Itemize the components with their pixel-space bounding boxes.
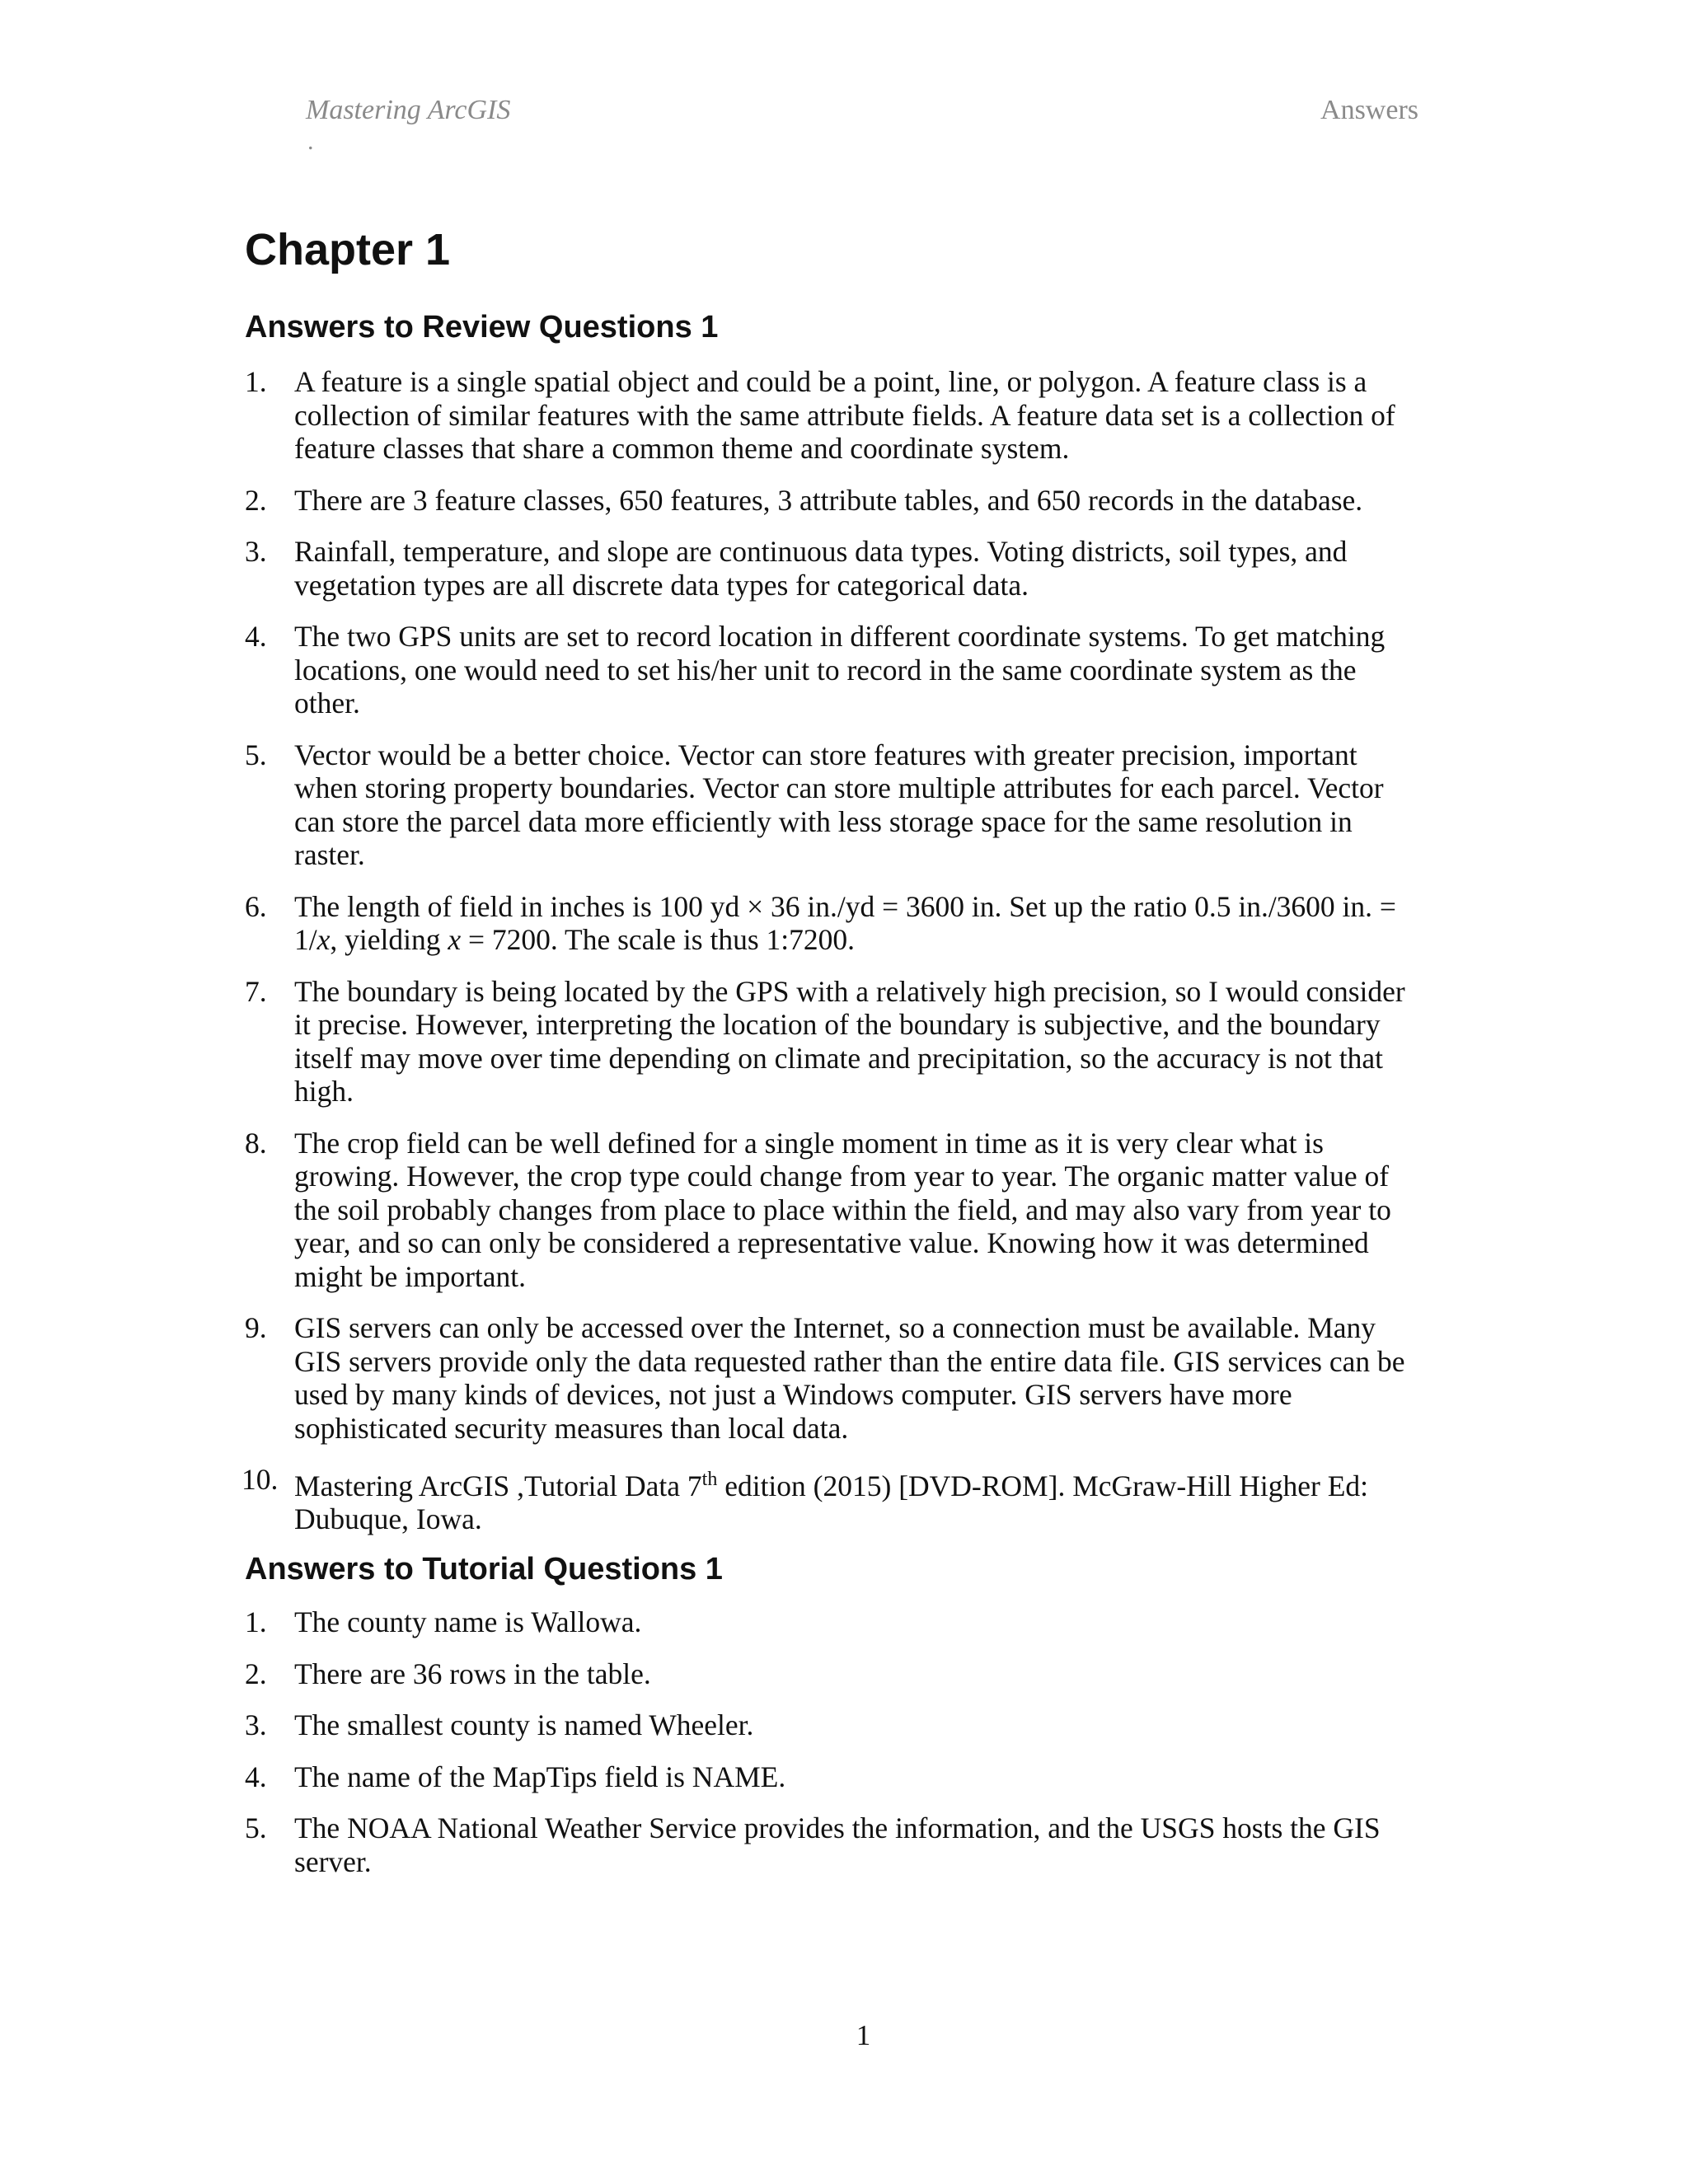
review-answer-item bbox=[245, 535, 1423, 602]
superscript-th: th bbox=[701, 1469, 718, 1490]
item-number: 5. bbox=[245, 1811, 267, 1844]
item-number: 1. bbox=[245, 1605, 267, 1638]
item-text: There are 3 feature classes, 650 features, 3 attribute tables, and 650 records in the database. bbox=[294, 483, 1363, 517]
page-number: 1 bbox=[856, 2019, 871, 2051]
item-text-part: , yielding bbox=[330, 923, 448, 956]
item-number: 5. bbox=[245, 738, 267, 771]
review-answer-item bbox=[245, 365, 1423, 466]
item-text: The boundary is being located by the GPS with a relatively high precision, so I would consider it precise. However, interpreting the location of the boundary is subjective, and the boundary itself may move over time depending on climate and precipitation, so the accuracy is not that high. bbox=[294, 974, 1405, 1108]
item-number: 1. bbox=[245, 365, 267, 398]
chapter-title: Chapter 1 bbox=[245, 225, 451, 274]
item-text: Rainfall, temperature, and slope are continuous data types. Voting districts, soil types, and vegetation types are all discrete data types for categorical data. bbox=[294, 535, 1348, 602]
item-text-part: The length of field in inches is 100 yd × 36 in./yd = 3600 in. Set up the ratio 0.5 in./3600 in. = 1/ bbox=[294, 889, 1396, 956]
item-text-part: edition (2015) [DVD-ROM]. McGraw-Hill Higher Ed: Dubuque, Iowa. bbox=[294, 1469, 1369, 1536]
review-answer-item bbox=[245, 1127, 1423, 1294]
review-answer-item bbox=[245, 975, 1423, 1108]
item-text: GIS servers can only be accessed over the Internet, so a connection must be available. Many GIS servers provide only the data requested rather than the entire data file. GIS services can be used by many kinds of devices, not just a Windows computer. GIS servers have more sophisticated security measures than local data. bbox=[294, 1311, 1405, 1445]
item-text: A feature is a single spatial object and could be a point, line, or polygon. A feature class is a collection of similar features with the same attribute fields. A feature data set is a collection of feature classes that share a common theme and coordinate system. bbox=[294, 365, 1395, 465]
header-section-label: Answers bbox=[1320, 95, 1418, 125]
variable-x: x bbox=[316, 923, 331, 956]
item-number: 3. bbox=[245, 1708, 267, 1741]
item-number: 10. bbox=[241, 1463, 279, 1496]
review-answer-item bbox=[245, 738, 1423, 872]
tutorial-answer-item bbox=[245, 1811, 1423, 1878]
item-number: 7. bbox=[245, 974, 267, 1008]
tutorial-answer-item bbox=[245, 1657, 1423, 1691]
tutorial-questions-heading: Answers to Tutorial Questions 1 bbox=[245, 1552, 723, 1586]
tutorial-answers-list bbox=[245, 1605, 1423, 1896]
item-number: 2. bbox=[245, 1657, 267, 1690]
review-answers-list bbox=[241, 365, 1423, 1554]
review-answer-item bbox=[245, 484, 1423, 518]
tutorial-answer-item bbox=[245, 1760, 1423, 1794]
item-number: 8. bbox=[245, 1126, 267, 1160]
running-header bbox=[306, 95, 1418, 155]
item-text: The smallest county is named Wheeler. bbox=[294, 1708, 754, 1741]
review-answer-item bbox=[245, 890, 1423, 957]
item-number: 4. bbox=[245, 1760, 267, 1793]
variable-x: x bbox=[448, 923, 462, 956]
item-text: There are 36 rows in the table. bbox=[294, 1657, 651, 1690]
item-text: The two GPS units are set to record location in different coordinate systems. To get matching locations, one would need to set his/her unit to record in the same coordinate system as the other. bbox=[294, 620, 1386, 719]
header-dot: . bbox=[307, 128, 314, 155]
item-text-part: Mastering ArcGIS ,Tutorial Data 7 bbox=[294, 1469, 702, 1502]
item-text: The name of the MapTips field is NAME. bbox=[294, 1760, 786, 1793]
review-answer-item bbox=[245, 1311, 1423, 1445]
tutorial-answer-item bbox=[245, 1605, 1423, 1639]
review-answer-item bbox=[245, 620, 1423, 720]
item-number: 6. bbox=[245, 889, 267, 923]
item-text-part: = 7200. The scale is thus 1:7200. bbox=[461, 923, 856, 956]
item-text: The county name is Wallowa. bbox=[294, 1605, 642, 1638]
item-text: The NOAA National Weather Service provides the information, and the USGS hosts the GIS server. bbox=[294, 1811, 1381, 1878]
item-number: 2. bbox=[245, 483, 267, 517]
review-answer-item bbox=[241, 1463, 1423, 1536]
item-number: 9. bbox=[245, 1311, 267, 1344]
item-text: Vector would be a better choice. Vector can store features with greater precision, important when storing property boundaries. Vector can store multiple attributes for each parcel. Vector can store the parcel data more efficiently with less storage space for the same resolution in raster. bbox=[294, 738, 1384, 871]
item-number: 3. bbox=[245, 535, 267, 568]
header-book-title: Mastering ArcGIS bbox=[306, 95, 511, 125]
review-questions-heading: Answers to Review Questions 1 bbox=[245, 310, 719, 344]
item-text: The crop field can be well defined for a single moment in time as it is very clear what is growing. However, the crop type could change from year to year. The organic matter value of the soil probably changes from place to place within the field, and may also vary from year to year, and so can only be considered a representative value. Knowing how it was determined might be important. bbox=[294, 1126, 1391, 1293]
tutorial-answer-item bbox=[245, 1708, 1423, 1742]
item-number: 4. bbox=[245, 620, 267, 653]
